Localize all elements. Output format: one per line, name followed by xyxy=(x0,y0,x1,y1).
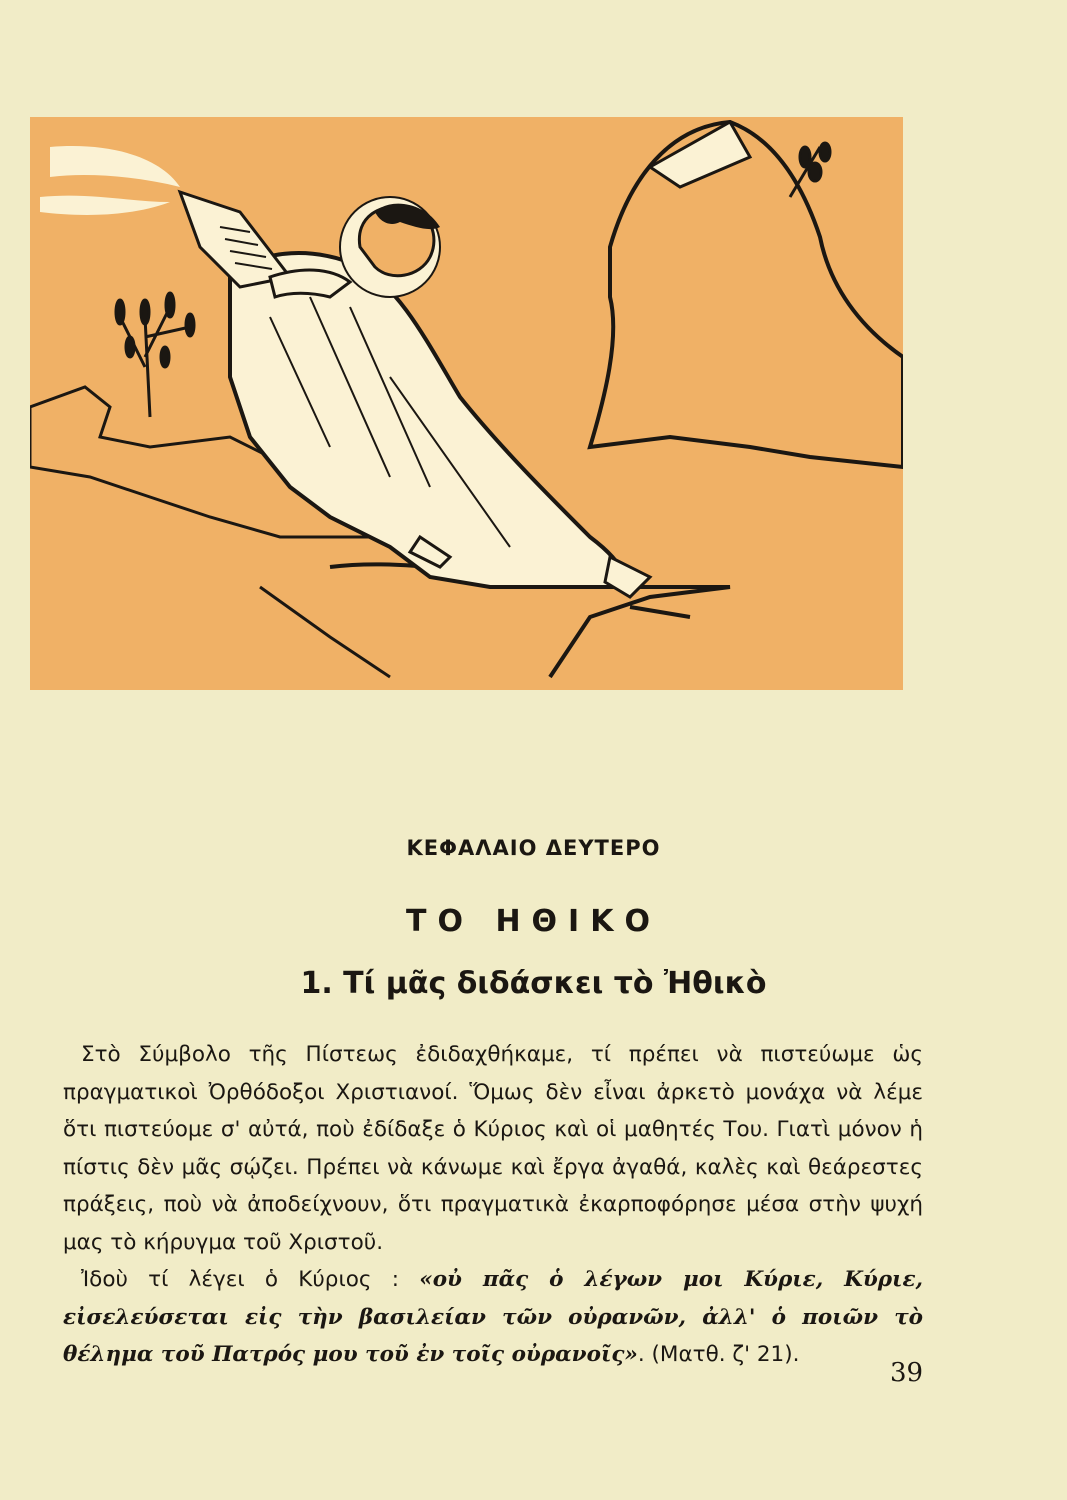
section-title: 1. Τί μᾶς διδάσκει τὸ Ἠθικὸ xyxy=(300,966,767,1001)
page-number: 39 xyxy=(890,1358,924,1388)
moses-tablets-illustration xyxy=(30,117,903,690)
paragraph-1: Στὸ Σύμβολο τῆς Πίστεως ἐδιδαχθήκαμε, τί πρέπει νὰ πιστεύωμε ὡς πραγματικοὶ Ὀρθόδοξοι Χριστιανοί. Ὅμως δὲν εἶναι ἀρκετὸ μονάχα νὰ λέμε ὅτι πιστεύομε σ' αὐτά, ποὺ ἐδίδαξε ὁ Κύριος καὶ οἱ μαθητές Του. Γιατὶ μόνον ἡ πίστις δὲν μᾶς σῴζει. Πρέπει νὰ κάνωμε καὶ ἔργα ἀγαθά, καλὲς καὶ θεάρεστες πράξεις, ποὺ νὰ ἀποδείχνουν, ὅτι πραγματικὰ ἐκαρποφόρησε μέσα στὴν ψυχή μας τὸ κήρυγμα τοῦ Χριστοῦ. xyxy=(63,1042,923,1255)
chapter-title: ΤΟ ΗΘΙΚΟ xyxy=(406,904,661,939)
scripture-reference: . (Ματθ. ζ' 21). xyxy=(637,1342,800,1367)
paragraph-2 xyxy=(63,1261,923,1374)
illustration-artwork xyxy=(30,117,903,690)
body-text xyxy=(63,1036,923,1374)
scripture-quote: «οὐ πᾶς ὁ λέγων μοι Κύριε, Κύριε, εἰσελεύσεται εἰς τὴν βασιλείαν τῶν οὐρανῶν, ἀλλ' ὁ ποιῶν τὸ θέλημα τοῦ Πατρός μου τοῦ ἐν τοῖς οὐρανοῖς» xyxy=(63,1267,923,1367)
quote-intro: Ἰδοὺ τί λέγει ὁ Κύριος : xyxy=(81,1267,420,1292)
chapter-label: ΚΕΦΑΛΑΙΟ ΔΕΥΤΕΡΟ xyxy=(406,836,661,860)
